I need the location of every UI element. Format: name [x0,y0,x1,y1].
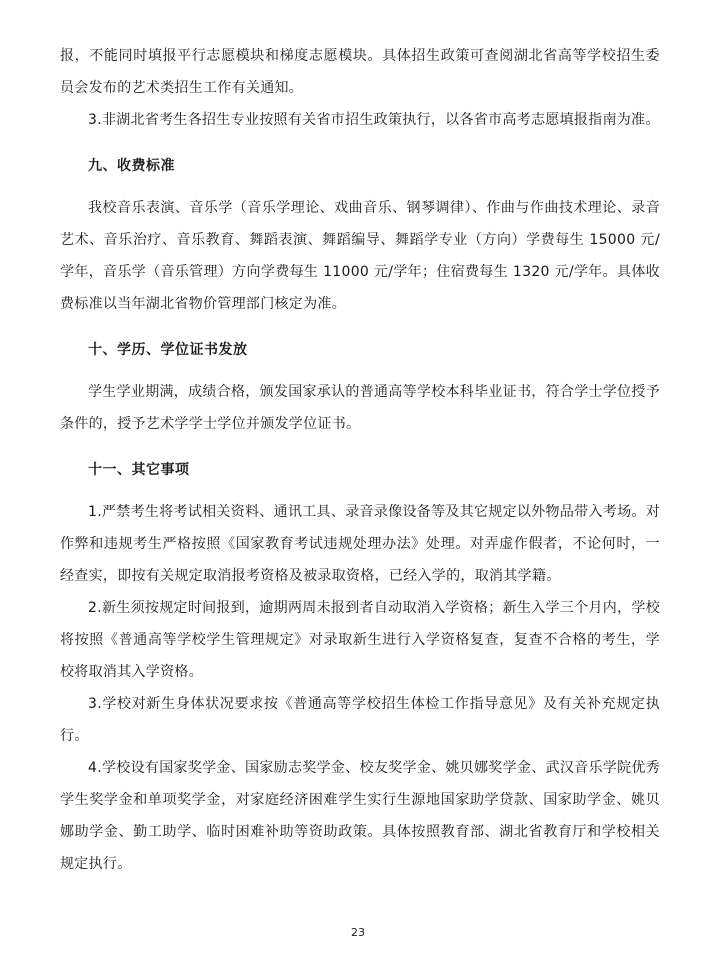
section-heading-certificates: 十、学历、学位证书发放 [88,342,248,358]
paragraph-continuation: 报，不能同时填报平行志愿模块和梯度志愿模块。具体招生政策可查阅湖北省高等学校招生委员会发布的艺术类招生工作有关通知。 [60,48,660,96]
document-body [60,40,660,880]
list-item: 1.严禁考生将考试相关资料、通讯工具、录音录像设备等及其它规定以外物品带入考场。对作弊和违规考生严格按照《国家教育考试违规处理办法》处理。对弄虚作假者，不论何时，一经查实，即按有关规定取消报考资格及被录取资格，已经入学的，取消其学籍。 [60,504,660,584]
paragraph-fees: 我校音乐表演、音乐学（音乐学理论、戏曲音乐、钢琴调律）、作曲与作曲技术理论、录音艺术、音乐治疗、音乐教育、舞蹈表演、舞蹈编导、舞蹈学专业（方向）学费每生 15000 元/学年，音乐学（音乐管理）方向学费每生 11000 元/学年；住宿费每生 1320 元/学年。具体收费标准以当年湖北省物价管理部门核定为准。 [60,200,660,312]
section-heading-fees: 九、收费标准 [88,158,175,174]
list-item: 4.学校设有国家奖学金、国家励志奖学金、校友奖学金、姚贝娜奖学金、武汉音乐学院优秀学生奖学金和单项奖学金，对家庭经济困难学生实行生源地国家助学贷款、国家助学金、姚贝娜助学金、勤工助学、临时困难补助等资助政策。具体按照教育部、湖北省教育厅和学校相关规定执行。 [60,760,660,872]
page-number: 23 [351,926,365,939]
section-heading-other-matters: 十一、其它事项 [88,462,190,478]
paragraph-item-3: 3.非湖北省考生各招生专业按照有关省市招生政策执行，以各省市高考志愿填报指南为准。 [88,112,660,128]
list-item: 3.学校对新生身体状况要求按《普通高等学校招生体检工作指导意见》及有关补充规定执行。 [60,696,660,744]
paragraph-certificates: 学生学业期满，成绩合格，颁发国家承认的普通高等学校本科毕业证书，符合学士学位授予条件的，授予艺术学学士学位并颁发学位证书。 [60,384,660,432]
list-item: 2.新生须按规定时间报到，逾期两周未报到者自动取消入学资格；新生入学三个月内，学校将按照《普通高等学校学生管理规定》对录取新生进行入学资格复查，复查不合格的考生，学校将取消其入学资格。 [60,600,660,680]
